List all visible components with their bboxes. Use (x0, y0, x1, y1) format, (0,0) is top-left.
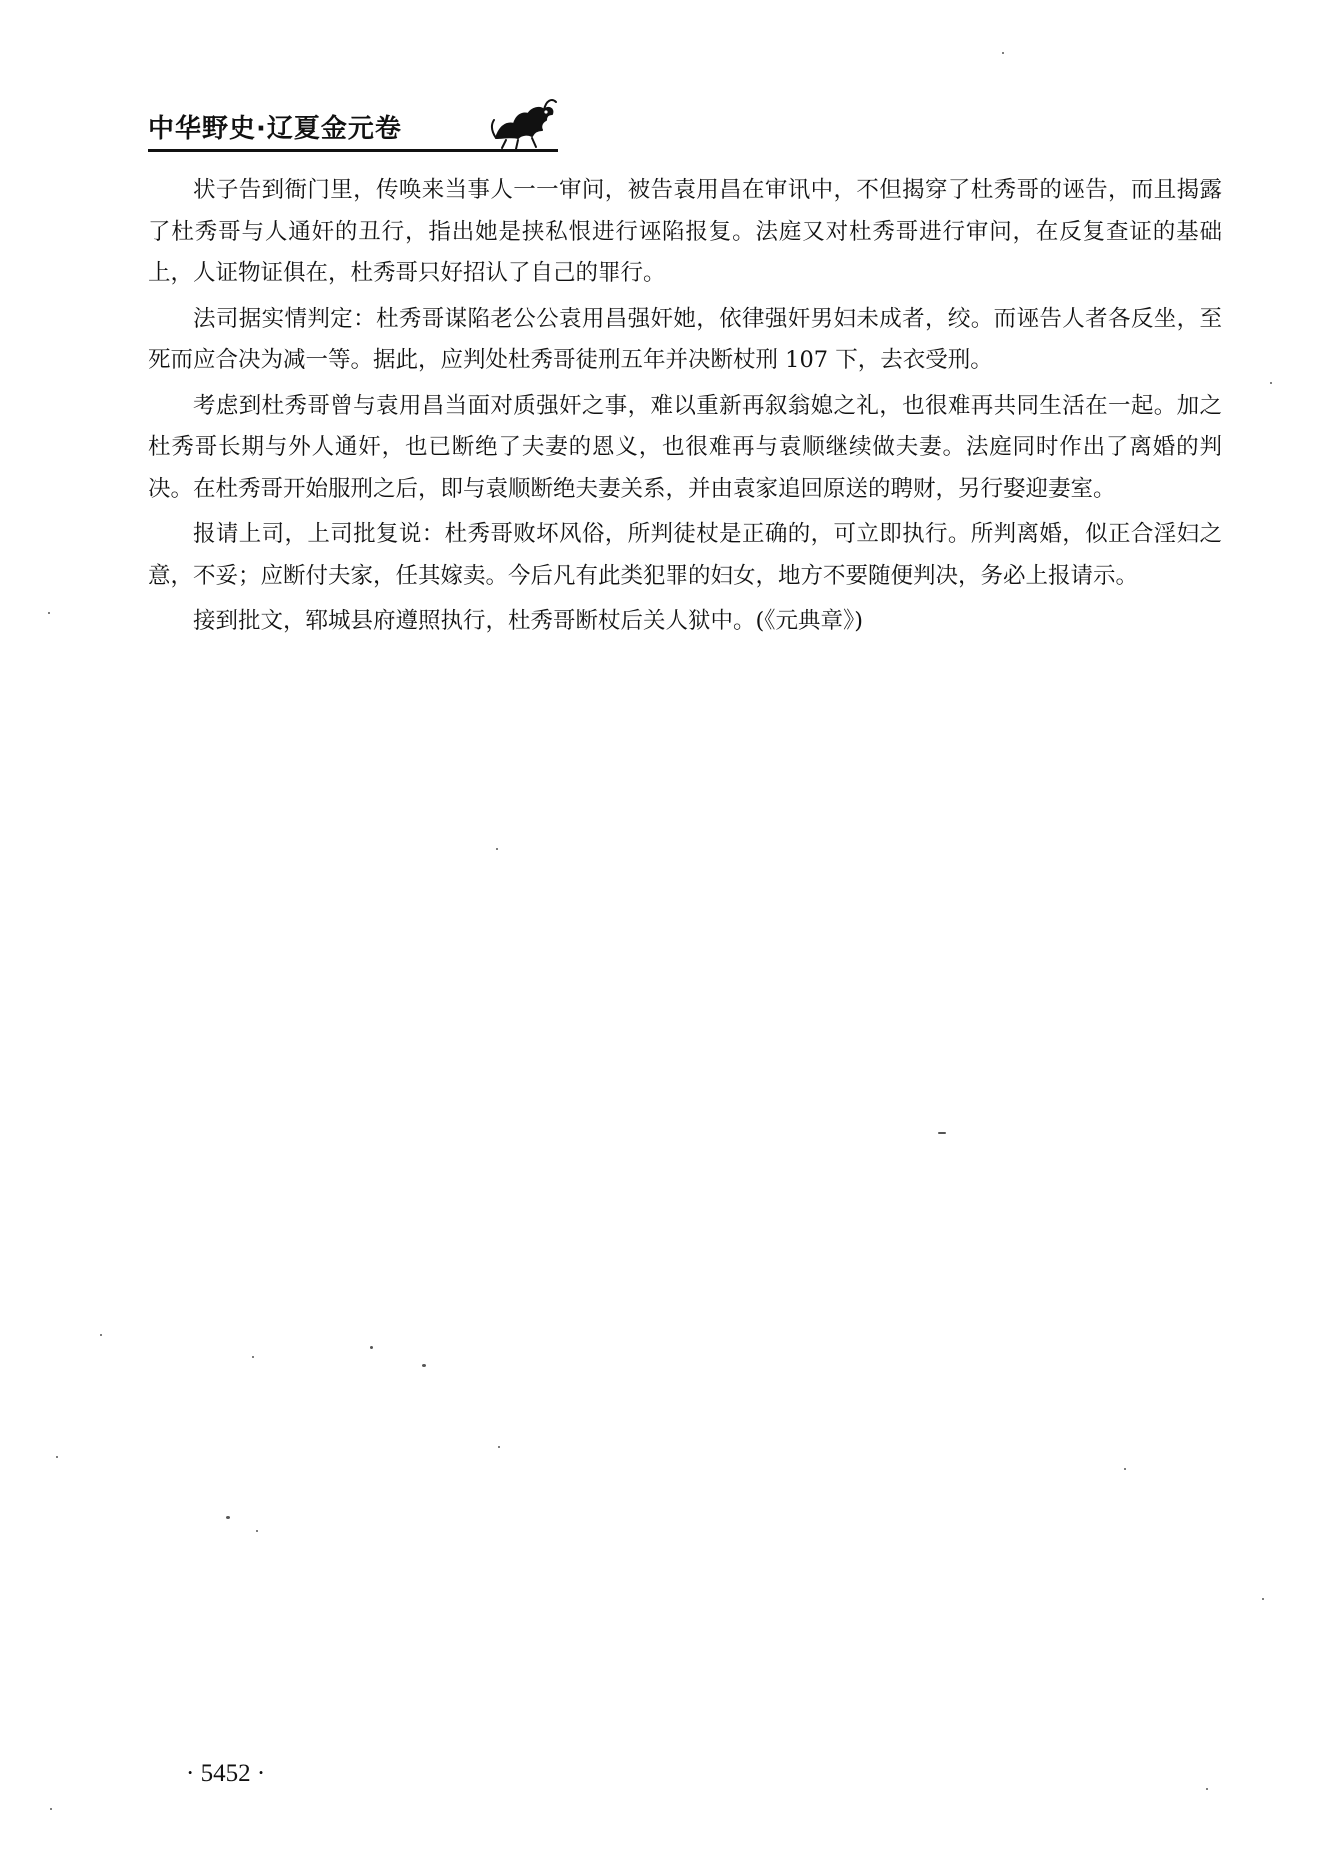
paragraph-5: 接到批文，郓城县府遵照执行，杜秀哥断杖后关人狱中。(《元典章》) (193, 608, 864, 634)
scan-speck (938, 1132, 946, 1134)
book-title: 中华野史·辽夏金元卷 (148, 114, 402, 144)
scan-speck (226, 1516, 230, 1519)
scan-speck (1262, 1598, 1264, 1600)
scan-speck (48, 612, 50, 614)
scan-speck (1270, 382, 1272, 384)
scan-speck (56, 1456, 58, 1458)
running-header (148, 100, 558, 154)
scan-speck (1206, 1788, 1208, 1790)
body-text (148, 170, 1222, 647)
paragraph-2: 法司据实情判定：杜秀哥谋陷老公公袁用昌强奸她，依律强奸男妇未成者，绞。而诬告人者各反坐，至死而应合决为减一等。据此，应判处杜秀哥徒刑五年并决断杖刑 107 下，去衣受刑。 (148, 305, 1222, 373)
scan-speck (370, 1346, 373, 1349)
dragon-emblem-icon (486, 92, 558, 152)
page-number: · 5452 · (186, 1760, 266, 1787)
scan-speck (50, 1808, 52, 1810)
scan-speck (252, 1356, 254, 1358)
scan-speck (1002, 52, 1004, 54)
scan-speck (100, 1334, 102, 1336)
scan-speck (256, 1530, 258, 1532)
paragraph-1: 状子告到衙门里，传唤来当事人一一审问，被告袁用昌在审讯中，不但揭穿了杜秀哥的诬告，而且揭露了杜秀哥与人通奸的丑行，指出她是挟私恨进行诬陷报复。法庭又对杜秀哥进行审问，在反复查证的基础上，人证物证俱在，杜秀哥只好招认了自己的罪行。 (148, 177, 1222, 286)
scan-speck (1124, 1468, 1126, 1470)
paragraph-3: 考虑到杜秀哥曾与袁用昌当面对质强奸之事，难以重新再叙翁媳之礼，也很难再共同生活在一起。加之杜秀哥长期与外人通奸，也已断绝了夫妻的恩义，也很难再与袁顺继续做夫妻。法庭同时作出了离婚的判决。在杜秀哥开始服刑之后，即与袁顺断绝夫妻关系，并由袁家追回原送的聘财，另行娶迎妻室。 (148, 392, 1222, 502)
scan-speck (498, 1446, 500, 1448)
paragraph-4: 报请上司，上司批复说：杜秀哥败坏风俗，所判徒杖是正确的，可立即执行。所判离婚，似正合淫妇之意，不妥；应断付夫家，任其嫁卖。今后凡有此类犯罪的妇女，地方不要随便判决，务必上报请示。 (148, 521, 1222, 589)
scan-speck (496, 848, 498, 850)
scan-speck (422, 1364, 426, 1367)
header-rule (148, 149, 558, 152)
